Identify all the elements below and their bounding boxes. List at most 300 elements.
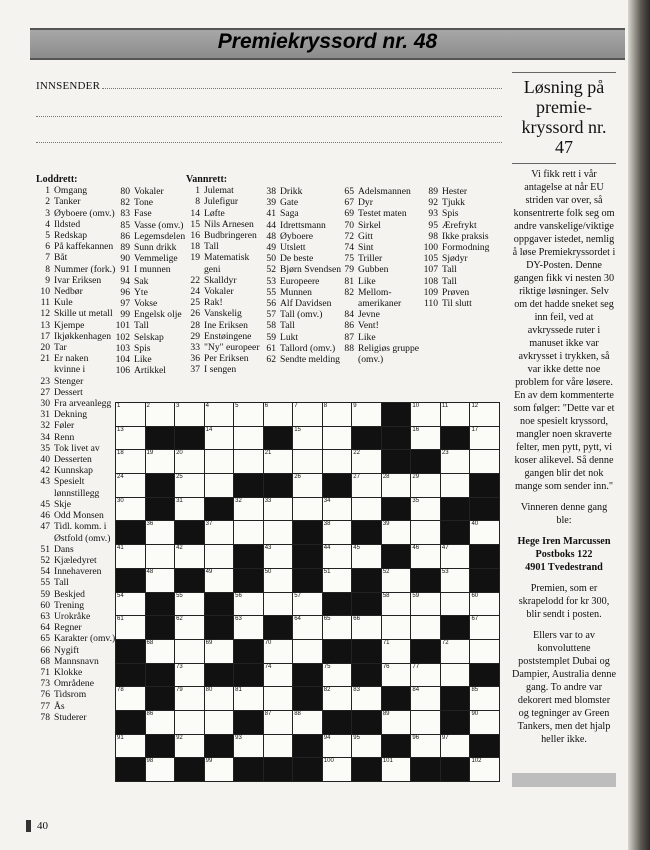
grid-clue-number: 5 <box>235 403 239 409</box>
grid-cell[interactable] <box>352 498 381 521</box>
clue-item <box>36 196 116 207</box>
grid-cell-black <box>441 521 470 544</box>
grid-cell[interactable] <box>264 687 293 710</box>
clue-text: Klokke <box>54 666 83 678</box>
clue-text: Triller <box>358 253 383 265</box>
clue-text: Kule <box>54 297 73 309</box>
clue-text: Sunn drikk <box>134 242 177 254</box>
clue-number: 98 <box>428 230 438 242</box>
grid-cell[interactable] <box>382 569 411 592</box>
grid-cell[interactable] <box>323 427 352 450</box>
grid-cell[interactable] <box>470 427 499 450</box>
grid-cell[interactable] <box>116 474 145 497</box>
grid-cell[interactable] <box>352 545 381 568</box>
grid-cell[interactable] <box>116 403 145 426</box>
clue-number: 76 <box>40 689 50 701</box>
clue-text: Adelsmannen <box>358 186 411 197</box>
clue-text: Lukt <box>280 331 299 343</box>
clue-item <box>36 589 116 600</box>
grid-cell[interactable] <box>175 711 204 734</box>
grid-cell[interactable] <box>293 403 322 426</box>
clue-item <box>36 219 116 230</box>
sender-line-2[interactable] <box>36 116 502 117</box>
grid-cell[interactable] <box>323 687 352 710</box>
grid-cell[interactable] <box>146 569 175 592</box>
grid-cell[interactable] <box>470 616 499 639</box>
grid-clue-number: 36 <box>146 521 154 528</box>
clue-text: Nygift <box>54 644 80 656</box>
grid-cell[interactable] <box>175 403 204 426</box>
clue-item <box>110 354 186 365</box>
grid-cell[interactable] <box>205 687 234 710</box>
clue-number: 86 <box>344 320 354 332</box>
clue-number: 45 <box>40 498 50 510</box>
clue-item <box>36 577 116 588</box>
grid-cell-black <box>116 521 145 544</box>
grid-cell[interactable] <box>382 474 411 497</box>
clue-text: Enstøingene <box>204 330 252 342</box>
clue-number: 54 <box>40 566 50 578</box>
clue-item <box>262 186 342 197</box>
clue-item <box>418 231 506 242</box>
clue-number: 78 <box>40 711 50 723</box>
clue-text: Jevne <box>358 309 380 321</box>
clue-text: Dekning <box>54 409 88 421</box>
grid-clue-number: 43 <box>264 545 272 552</box>
clue-item <box>262 287 342 298</box>
clue-text: Yte <box>134 286 148 298</box>
grid-cell[interactable] <box>205 545 234 568</box>
clues-vannrett-col1 <box>186 174 264 376</box>
grid-clue-number: 2 <box>146 403 150 409</box>
clue-text: Beskjed <box>54 588 85 600</box>
clue-item <box>36 208 116 219</box>
grid-clue-number: 77 <box>412 663 420 670</box>
grid-cell[interactable] <box>175 450 204 473</box>
clue-item <box>262 208 342 219</box>
clue-item <box>110 320 186 331</box>
grid-cell[interactable] <box>411 616 440 639</box>
clue-text: Kjempe <box>54 319 85 331</box>
clue-number: 29 <box>190 330 200 342</box>
clue-text: Skalldyr <box>204 274 237 286</box>
clue-text: Nedbør <box>54 286 83 298</box>
clue-text: Regner <box>54 622 82 634</box>
clue-number: 101 <box>115 320 130 332</box>
grid-cell[interactable] <box>382 616 411 639</box>
grid-cell[interactable] <box>470 403 499 426</box>
grid-clue-number: 46 <box>412 545 420 552</box>
grid-clue-number: 33 <box>264 497 272 504</box>
solution-bottom-bar <box>512 773 616 787</box>
grid-cell[interactable] <box>470 450 499 473</box>
clue-item <box>340 287 422 309</box>
grid-cell[interactable] <box>264 403 293 426</box>
clue-number: 109 <box>423 286 438 298</box>
clue-number: 19 <box>190 252 200 264</box>
grid-cell[interactable] <box>323 758 352 781</box>
grid-cell[interactable] <box>205 569 234 592</box>
grid-cell[interactable] <box>234 735 263 758</box>
grid-clue-number: 64 <box>294 616 301 623</box>
clue-text: Nils Arnesen <box>204 218 254 230</box>
grid-clue-number: 81 <box>235 687 242 694</box>
grid-cell[interactable] <box>175 687 204 710</box>
clue-number: 18 <box>190 241 200 253</box>
clue-number: 26 <box>190 308 200 320</box>
grid-cell[interactable] <box>323 403 352 426</box>
grid-cell[interactable] <box>352 735 381 758</box>
clue-number: 34 <box>40 431 50 443</box>
grid-cell[interactable] <box>116 616 145 639</box>
grid-clue-number: 70 <box>264 639 272 646</box>
clue-number: 84 <box>344 309 354 321</box>
grid-cell[interactable] <box>323 735 352 758</box>
grid-cell[interactable] <box>205 403 234 426</box>
grid-cell[interactable] <box>116 427 145 450</box>
grid-cell[interactable] <box>116 450 145 473</box>
clue-number: 6 <box>45 241 50 253</box>
grid-cell[interactable] <box>234 403 263 426</box>
clue-number: 60 <box>40 599 50 611</box>
grid-cell[interactable] <box>411 474 440 497</box>
clue-item <box>36 667 116 678</box>
grid-cell[interactable] <box>293 427 322 450</box>
grid-cell[interactable] <box>382 664 411 687</box>
grid-cell-black <box>146 498 175 521</box>
grid-cell-black <box>264 427 293 450</box>
grid-cell-black <box>411 569 440 592</box>
clue-text: På kaffekannen <box>54 241 114 253</box>
clue-text: Ærefrykt <box>442 219 477 231</box>
grid-cell[interactable] <box>411 521 440 544</box>
grid-cell[interactable] <box>441 735 470 758</box>
grid-clue-number: 90 <box>471 710 479 717</box>
clue-item <box>36 645 116 656</box>
clue-item <box>36 656 116 667</box>
clues-vannrett-col3 <box>340 186 422 365</box>
grid-cell[interactable] <box>293 593 322 616</box>
grid-cell[interactable] <box>205 474 234 497</box>
clue-item <box>186 364 264 375</box>
grid-cell[interactable] <box>264 450 293 473</box>
grid-clue-number: 38 <box>323 521 331 528</box>
clue-text: Løfte <box>204 207 225 219</box>
grid-cell[interactable] <box>234 450 263 473</box>
grid-cell[interactable] <box>293 450 322 473</box>
grid-cell[interactable] <box>146 403 175 426</box>
clue-text: Sak <box>134 275 149 287</box>
grid-cell[interactable] <box>470 640 499 663</box>
grid-cell[interactable] <box>352 403 381 426</box>
clue-number: 64 <box>40 622 50 634</box>
grid-cell[interactable] <box>293 474 322 497</box>
grid-clue-number: 91 <box>117 734 124 741</box>
clue-item <box>262 309 342 320</box>
grid-cell[interactable] <box>234 593 263 616</box>
grid-cell[interactable] <box>116 545 145 568</box>
clue-text: Tidsrom <box>54 689 87 701</box>
grid-cell[interactable] <box>146 640 175 663</box>
grid-cell[interactable] <box>205 711 234 734</box>
grid-cell[interactable] <box>205 640 234 663</box>
grid-cell[interactable] <box>382 593 411 616</box>
clue-number: 21 <box>40 353 50 365</box>
grid-cell[interactable] <box>234 521 263 544</box>
grid-clue-number: 17 <box>471 426 479 433</box>
grid-cell[interactable] <box>116 735 145 758</box>
clue-number: 28 <box>190 319 200 331</box>
grid-cell[interactable] <box>264 569 293 592</box>
clue-number: 30 <box>40 398 50 410</box>
clue-number: 13 <box>40 319 50 331</box>
grid-cell[interactable] <box>323 569 352 592</box>
solution-text-outro: Ellers var to av konvoluttene poststemplet Dubai og Dampier, Australia denne gang. To andre var dekorert med blomster og tegninger av Green Tankers, men det hjalp heller ikke. <box>512 630 616 745</box>
grid-clue-number: 39 <box>382 521 390 528</box>
grid-clue-number: 23 <box>441 450 449 457</box>
grid-cell-black <box>411 450 440 473</box>
grid-cell[interactable] <box>205 450 234 473</box>
grid-cell[interactable] <box>116 498 145 521</box>
clue-text: Legemsdelen <box>134 230 186 242</box>
grid-cell-black <box>382 427 411 450</box>
grid-cell[interactable] <box>264 711 293 734</box>
clue-item <box>36 331 116 342</box>
clue-number: 20 <box>40 342 50 354</box>
grid-cell[interactable] <box>323 664 352 687</box>
grid-clue-number: 96 <box>412 734 420 741</box>
grid-clue-number: 14 <box>205 426 213 433</box>
clue-number: 51 <box>40 543 50 555</box>
grid-clue-number: 99 <box>205 758 213 765</box>
grid-cell[interactable] <box>411 664 440 687</box>
grid-cell[interactable] <box>411 427 440 450</box>
grid-cell[interactable] <box>411 545 440 568</box>
grid-cell-black <box>441 687 470 710</box>
clue-item <box>110 309 186 320</box>
grid-clue-number: 42 <box>176 545 183 552</box>
grid-clue-number: 62 <box>176 616 183 623</box>
clue-number: 62 <box>266 354 276 366</box>
grid-cell[interactable] <box>382 758 411 781</box>
grid-cell[interactable] <box>234 687 263 710</box>
grid-cell[interactable] <box>146 711 175 734</box>
grid-cell[interactable] <box>293 616 322 639</box>
grid-cell[interactable] <box>411 498 440 521</box>
clue-number: 87 <box>344 331 354 343</box>
grid-cell[interactable] <box>264 545 293 568</box>
clue-number: 16 <box>190 230 200 242</box>
sender-line-1[interactable] <box>102 88 502 89</box>
grid-clue-number: 92 <box>176 734 183 741</box>
grid-cell[interactable] <box>175 545 204 568</box>
clue-text: Er naken kvinne i <box>54 353 89 376</box>
grid-cell-black <box>293 545 322 568</box>
grid-cell[interactable] <box>293 711 322 734</box>
clue-text: Sint <box>358 242 374 254</box>
grid-cell[interactable] <box>382 521 411 544</box>
grid-cell-black <box>234 640 263 663</box>
grid-cell[interactable] <box>234 498 263 521</box>
clue-text: Skje <box>54 498 72 510</box>
grid-cell[interactable] <box>352 687 381 710</box>
grid-clue-number: 75 <box>323 663 331 670</box>
grid-cell[interactable] <box>352 474 381 497</box>
clue-item <box>418 253 506 264</box>
clues-vannrett-col4 <box>418 186 506 309</box>
grid-cell[interactable] <box>441 545 470 568</box>
grid-cell[interactable] <box>175 735 204 758</box>
grid-cell-black <box>175 758 204 781</box>
grid-cell[interactable] <box>470 758 499 781</box>
clue-item <box>36 275 116 286</box>
grid-cell[interactable] <box>264 640 293 663</box>
sender-label: INNSENDER <box>36 80 101 92</box>
clue-text: Like <box>134 354 152 366</box>
grid-cell[interactable] <box>352 450 381 473</box>
grid-cell[interactable] <box>264 593 293 616</box>
grid-clue-number: 21 <box>264 450 272 457</box>
grid-cell[interactable] <box>264 521 293 544</box>
clue-number: 5 <box>45 230 50 242</box>
grid-cell[interactable] <box>146 521 175 544</box>
sender-line-3[interactable] <box>36 142 502 143</box>
grid-cell[interactable] <box>175 498 204 521</box>
grid-cell[interactable] <box>205 758 234 781</box>
grid-cell[interactable] <box>470 521 499 544</box>
grid-cell[interactable] <box>116 687 145 710</box>
clue-text: Munnen <box>280 286 312 298</box>
winner-city: 4901 Tvedestrand <box>525 562 603 573</box>
clue-heading: Loddrett: <box>36 174 78 185</box>
crossword-grid[interactable] <box>115 402 500 782</box>
grid-clue-number: 52 <box>382 568 390 575</box>
clue-number: 42 <box>40 465 50 477</box>
grid-cell[interactable] <box>411 687 440 710</box>
clue-text: Drikk <box>280 186 303 197</box>
clue-number: 86 <box>120 230 130 242</box>
grid-cell[interactable] <box>293 498 322 521</box>
grid-clue-number: 65 <box>323 616 331 623</box>
clue-text: Vanskelig <box>204 308 242 320</box>
grid-cell[interactable] <box>146 758 175 781</box>
clue-item <box>36 297 116 308</box>
grid-cell[interactable] <box>175 640 204 663</box>
grid-cell[interactable] <box>411 593 440 616</box>
grid-cell[interactable] <box>411 403 440 426</box>
grid-clue-number: 9 <box>353 403 357 409</box>
clue-number: 31 <box>40 409 50 421</box>
clue-text: Rak! <box>204 297 223 309</box>
clue-text: Like <box>358 275 376 287</box>
clue-text: Ikke praksis <box>442 230 489 242</box>
grid-clue-number: 27 <box>353 474 360 481</box>
grid-cell-black <box>352 711 381 734</box>
grid-cell[interactable] <box>205 521 234 544</box>
grid-cell[interactable] <box>441 569 470 592</box>
clue-item <box>186 275 264 286</box>
grid-cell[interactable] <box>382 711 411 734</box>
grid-clue-number: 76 <box>382 663 390 670</box>
grid-cell[interactable] <box>205 427 234 450</box>
grid-cell[interactable] <box>352 616 381 639</box>
grid-cell-black <box>470 474 499 497</box>
clue-text: Tjukk <box>442 197 465 209</box>
clue-item <box>36 252 116 263</box>
clue-text: Til slutt <box>442 298 472 310</box>
grid-cell[interactable] <box>441 640 470 663</box>
grid-clue-number: 57 <box>294 592 301 599</box>
clue-number: 4 <box>45 218 50 230</box>
grid-cell[interactable] <box>323 450 352 473</box>
grid-cell[interactable] <box>323 521 352 544</box>
grid-clue-number: 93 <box>235 734 242 741</box>
clue-item <box>186 252 264 274</box>
grid-cell[interactable] <box>293 640 322 663</box>
grid-clue-number: 6 <box>264 403 269 409</box>
grid-cell[interactable] <box>441 664 470 687</box>
grid-cell[interactable] <box>175 664 204 687</box>
grid-cell[interactable] <box>470 593 499 616</box>
clue-number: 39 <box>266 197 276 209</box>
grid-cell[interactable] <box>411 735 440 758</box>
clue-item <box>36 376 116 387</box>
grid-cell[interactable] <box>411 711 440 734</box>
clue-number: 52 <box>40 554 50 566</box>
grid-cell[interactable] <box>323 616 352 639</box>
clue-text: Skille ut metall <box>54 308 113 320</box>
grid-clue-number: 89 <box>382 710 390 717</box>
grid-cell-black <box>352 593 381 616</box>
grid-cell[interactable] <box>146 545 175 568</box>
grid-cell[interactable] <box>441 450 470 473</box>
grid-cell[interactable] <box>175 616 204 639</box>
clue-number: 55 <box>40 577 50 589</box>
grid-cell-black <box>470 569 499 592</box>
grid-cell[interactable] <box>264 735 293 758</box>
grid-cell[interactable] <box>264 498 293 521</box>
grid-cell[interactable] <box>441 474 470 497</box>
grid-cell[interactable] <box>323 498 352 521</box>
grid-cell[interactable] <box>441 403 470 426</box>
grid-cell[interactable] <box>470 711 499 734</box>
clue-item <box>36 555 116 566</box>
clue-text: Idrettsmann <box>280 219 326 231</box>
clue-number: 103 <box>115 342 130 354</box>
grid-cell[interactable] <box>264 664 293 687</box>
clue-text: Per Eriksen <box>204 353 249 365</box>
grid-cell[interactable] <box>470 687 499 710</box>
grid-cell-black <box>441 616 470 639</box>
clue-text: Tall <box>442 264 457 276</box>
grid-cell[interactable] <box>116 593 145 616</box>
grid-cell[interactable] <box>234 427 263 450</box>
clue-number: 83 <box>120 208 130 220</box>
grid-cell[interactable] <box>441 593 470 616</box>
grid-cell[interactable] <box>175 593 204 616</box>
clue-item <box>36 499 116 510</box>
clue-item <box>36 510 116 521</box>
grid-cell[interactable] <box>146 450 175 473</box>
clue-text: Vemmelige <box>134 253 178 265</box>
clues-vannrett-col2 <box>262 186 342 365</box>
grid-cell[interactable] <box>382 640 411 663</box>
grid-cell-black <box>175 521 204 544</box>
grid-cell[interactable] <box>175 474 204 497</box>
grid-cell[interactable] <box>234 616 263 639</box>
grid-cell[interactable] <box>323 545 352 568</box>
grid-clue-number: 80 <box>205 687 213 694</box>
